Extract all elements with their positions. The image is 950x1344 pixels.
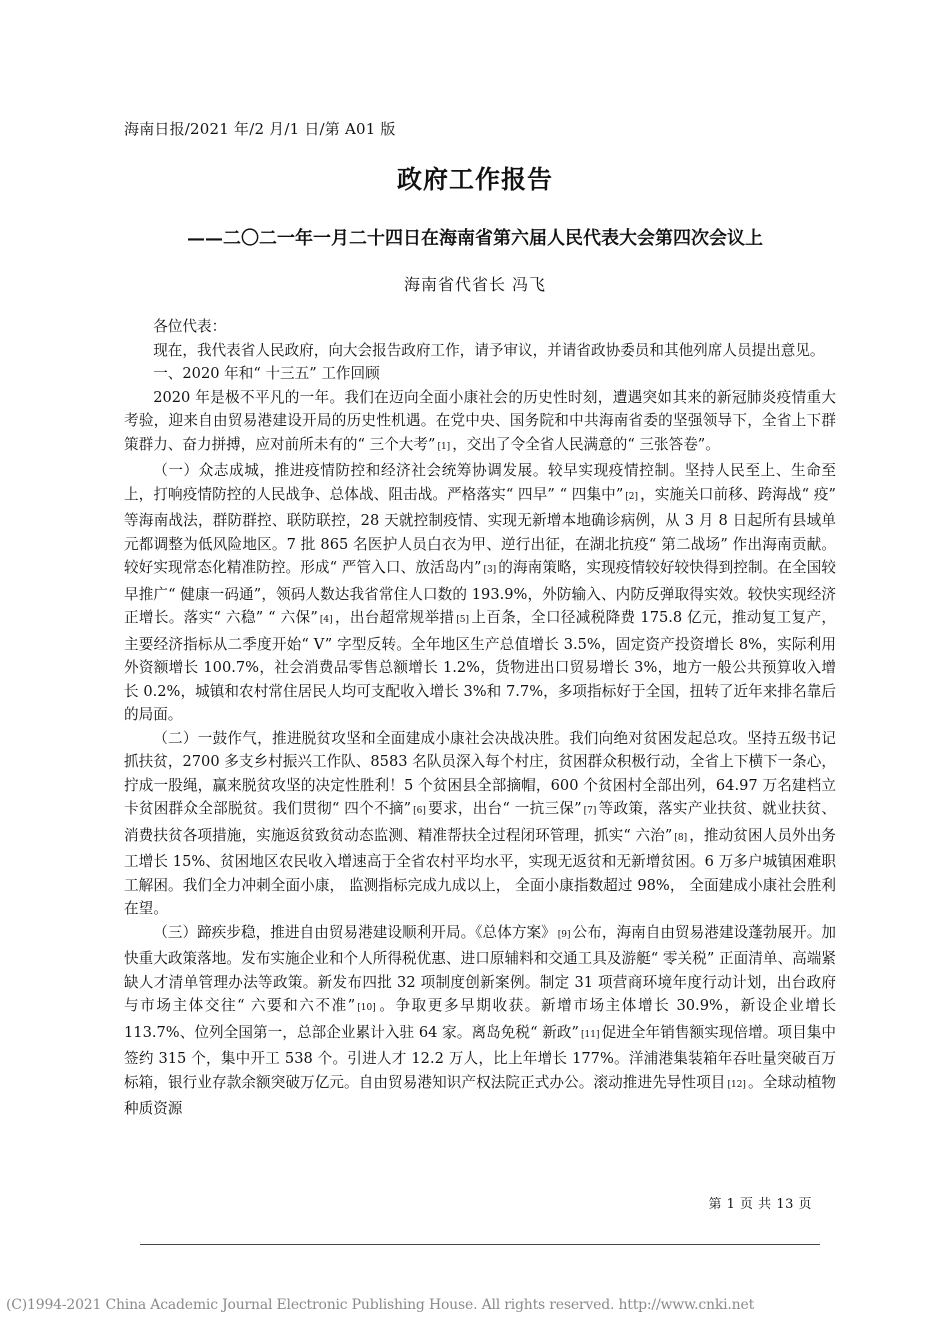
footnote-marker: [3] (483, 565, 497, 575)
text-run: 。争取更多早期收获。新增市场主体增长 30.9%，新设企业增长 113.7%、位列全国第一，总部企业累计入驻 64 家。离岛免税“ 新政” (124, 997, 836, 1041)
text-run: 等政策，落实产业扶贫、就业扶贫、消费扶贫各项措施，实施返贫致贫动态监测、精准帮扶全过程闭环管理，抓实“ 六治” (124, 800, 836, 844)
text-run: 促进全年销售额实现倍增。项目集中签约 315 个，集中开工 538 个。引进人才 12.2 万人，比上年增长 177%。洋浦港集装箱年吞吐量突破百万标箱，银行业存款余额突破万亿元。自由贸易港知识产权法院正式办公。滚动推进先导性项目 (124, 1023, 836, 1091)
footnote-marker: [10] (357, 1003, 376, 1013)
text-run: ，交出了令全省人民满意的“ 三张答卷”。 (452, 435, 720, 453)
footnote-marker: [4] (319, 615, 333, 625)
paragraph-poverty-alleviation (124, 727, 836, 921)
text-run: ，实施关口前移、跨海战“ 疫” 等海南战法，群防群控、联防联控，28 天就控制疫情、实现无新增本地确诊病例，从 3 月 8 日起所有县域单元都调整为低风险地区。7 批 865 名医护人员白衣为甲、逆行出征，在湖北抗疫“ 第二战场” 作出海南贡献。较好实现常态化精准防控。形成“ 严管入口、放活岛内” (124, 485, 836, 576)
text-run: ，推动贫困人员外出务工增长 15%、贫困地区农民收入增速高于全省农村平均水平，实现无返贫和无新增贫困。6 万多户城镇困难职工解困。我们全力冲刺全面小康， 监测指标完成九成以上， 全面小康指数超过 98%， 全面建成小康社会胜利在望。 (124, 826, 836, 917)
page-subtitle: ——二〇二一年一月二十四日在海南省第六届人民代表大会第四次会议上 (187, 228, 763, 249)
footnote-marker: [1] (437, 441, 451, 452)
author-line: 海南省代省长 冯飞 (403, 275, 547, 294)
footnote-marker: [5] (456, 615, 470, 625)
newspaper-source: 海南日报/2021 年/2 月/1 日/第 A01 版 (124, 120, 396, 138)
page-title: 政府工作报告 (396, 165, 553, 194)
text-run: ，出台超常规举措 (334, 609, 455, 626)
paragraph-2020-review (124, 386, 836, 460)
text-run: 。全球动植物种质资源 (124, 1073, 836, 1117)
article-body (124, 315, 836, 1121)
text-run: 上百条，全口径减税降费 175.8 亿元，推动复工复产，主要经济指标从二季度开始“ V” 字型反转。全年地区生产总值增长 3.5%，固定资产投资增长 8%，实际利用外资额增长 100.7%，社会消费品零售总额增长 1.2%，货物进出口贸易增长 3%，地方一般公共预算收入增长 0.2%，城镇和农村常住居民人均可支配收入增长 3%和 7.7%，多项指标好于全国，扭转了近年来排名靠后的局面。 (124, 609, 836, 723)
footnote-marker: [9] (557, 929, 571, 940)
footnote-marker: [2] (625, 491, 639, 502)
text-run: （三）蹄疾步稳，推进自由贸易港建设顺利开局。《总体方案》 (153, 923, 556, 941)
text-run: 2020 年是极不平凡的一年。我们在迈向全面小康社会的历史性时刻，遭遇突如其来的新冠肺炎疫情重大考验，迎来自由贸易港建设开局的历史性机遇。在党中央、国务院和中共海南省委的坚强领导下，全省上下群策群力、奋力拼搏，应对前所未有的“ 三个大考” (124, 388, 836, 453)
text-run: （一）众志成城，推进疫情防控和经济社会统筹协调发展。较早实现疫情控制。坚持人民至上、生命至上，打响疫情防控的人民战争、总体战、阻击战。严格落实“ 四早” “ 四集中” (124, 462, 836, 503)
section-heading: 一、2020 年和“ 十三五” 工作回顾 (153, 365, 380, 382)
footnote-marker: [7] (583, 806, 597, 816)
footnote-marker: [12] (727, 1079, 746, 1090)
paragraph-epidemic-control (124, 459, 836, 727)
text-run: （二）一鼓作气，推进脱贫攻坚和全面建成小康社会决战决胜。我们向绝对贫困发起总攻。坚持五级书记抓扶贫，2700 多支乡村振兴工作队、8583 名队员深入每个村庄，贫困群众积极行动，全省上下横下一条心，拧成一股绳，赢来脱贫攻坚的决定性胜利！5 个贫困县全部摘帽，600 个贫困村全部出列，64.97 万名建档立卡贫困群众全部脱贫。我们贯彻“ 四个不摘” (124, 729, 836, 817)
paragraph-free-trade-port (124, 921, 836, 1121)
text-run: 要求，出台“ 一抗三保” (427, 800, 582, 817)
footnote-marker: [11] (581, 1029, 600, 1040)
footnote-marker: [8] (674, 832, 688, 843)
text-run: 公布，海南自由贸易港建设蓬勃展开。加快重大政策落地。发布实施企业和个人所得税优惠、进口原辅料和交通工具及游艇“ 零关税” 正面清单、高端紧缺人才清单管理办法等政策。新发布四批 32 项制度创新案例。制定 31 项营商环境年度行动计划，出台政府与市场主体交往“ 六要和六不准” (124, 923, 836, 1014)
footnote-marker: [6] (413, 806, 426, 816)
salutation: 各位代表： (153, 318, 227, 335)
page-number: 第 1 页 共 13 页 (708, 1197, 812, 1212)
text-run: 的海南策略，实现疫情较好较快得到控制。在全国较早推广“ 健康一码通”，领码人数达我省常住人口数的 193.9%，外防输入、内防反弹取得实效。较快实现经济正增长。落实“ 六稳” “ 六保” (124, 559, 836, 626)
intro-paragraph: 现在，我代表省人民政府，向大会报告政府工作，请予审议，并请省政协委员和其他列席人员提出意见。 (153, 341, 825, 359)
footer-divider (140, 1244, 820, 1245)
copyright-notice: (C)1994-2021 China Academic Journal Electronic Publishing House. All rights reserved. http://www.cnki.net (6, 1297, 755, 1313)
